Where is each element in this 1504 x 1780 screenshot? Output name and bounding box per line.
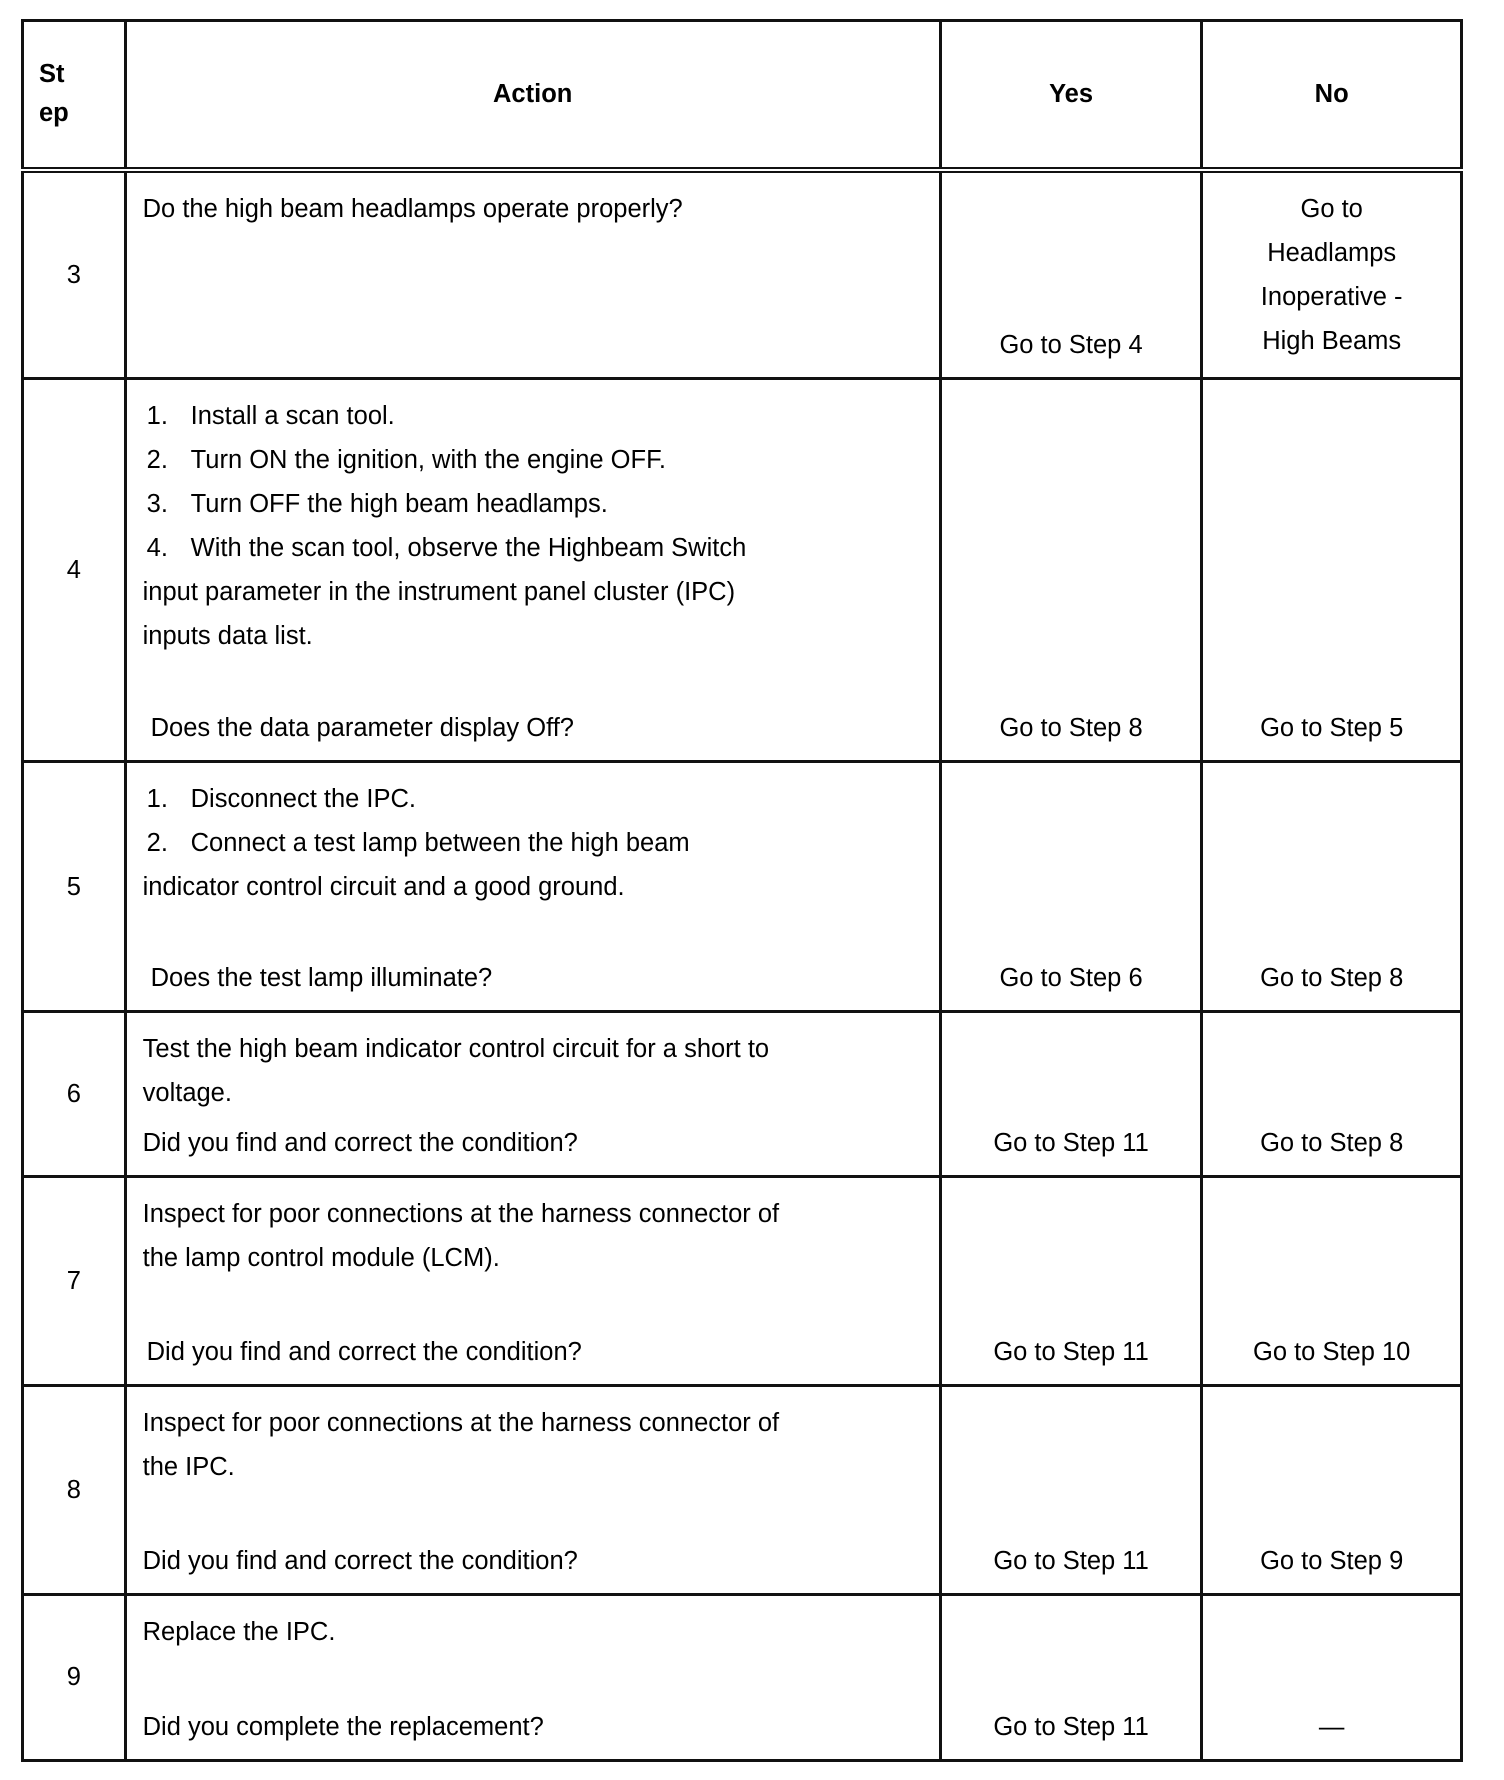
header-yes: Yes — [940, 21, 1202, 170]
no-line: Go to — [1300, 194, 1363, 223]
table-row — [23, 762, 1462, 1012]
action-line: Inspect for poor connections at the harness connector of — [142, 1409, 780, 1438]
yes-cell: Go to Step 11 — [940, 1012, 1202, 1176]
action-line: input parameter in the instrument panel cluster (IPC) — [142, 577, 736, 606]
action-line: inputs data list. — [142, 621, 313, 650]
step-number: 4 — [23, 378, 126, 762]
table-row — [23, 378, 1462, 762]
action-line: Test the high beam indicator control circuit for a short to — [142, 1035, 770, 1064]
action-line: indicator control circuit and a good ground. — [142, 873, 625, 902]
step-number: 6 — [23, 1012, 126, 1176]
question-text: Did you find and correct the condition? — [142, 1546, 578, 1575]
yes-cell: Go to Step 8 — [940, 378, 1202, 762]
list-item: 2. Turn ON the ignition, with the engine OFF. — [146, 445, 666, 474]
no-cell: Go to Step 8 — [1202, 762, 1462, 1012]
action-cell — [125, 1386, 940, 1595]
step-number: 5 — [23, 762, 126, 1012]
step-number: 8 — [23, 1386, 126, 1595]
list-item: 3. Turn OFF the high beam headlamps. — [146, 489, 608, 518]
action-cell — [125, 170, 940, 379]
no-line: Headlamps — [1267, 238, 1397, 267]
action-line: voltage. — [142, 1079, 232, 1108]
step-number: 7 — [23, 1176, 126, 1386]
no-cell: Go to Step 9 — [1202, 1386, 1462, 1595]
table-row — [23, 1594, 1462, 1760]
no-cell — [1202, 1594, 1462, 1760]
question-text: Does the data parameter display Off? — [150, 714, 574, 743]
table-header-row — [23, 21, 1462, 170]
action-line: Inspect for poor connections at the harness connector of — [142, 1199, 780, 1228]
list-item: 2. Connect a test lamp between the high beam — [146, 829, 690, 858]
action-line: Do the high beam headlamps operate properly? — [142, 194, 683, 223]
action-cell — [125, 1594, 940, 1760]
no-dash: — — [1318, 1713, 1345, 1741]
question-text: Did you find and correct the condition? — [142, 1128, 578, 1157]
header-no: No — [1202, 21, 1462, 170]
no-line: High Beams — [1262, 326, 1402, 355]
yes-cell: Go to Step 6 — [940, 762, 1202, 1012]
yes-cell: Go to Step 4 — [940, 170, 1202, 379]
list-item: 1. Disconnect the IPC. — [146, 785, 416, 814]
header-step-line: St — [39, 60, 65, 89]
step-number: 3 — [23, 170, 126, 379]
action-cell — [125, 1012, 940, 1176]
list-item: 4. With the scan tool, observe the Highbeam Switch — [146, 533, 747, 562]
table-row — [23, 1386, 1462, 1595]
yes-cell: Go to Step 11 — [940, 1386, 1202, 1595]
question-text: Did you find and correct the condition? — [146, 1338, 582, 1367]
action-line: the IPC. — [142, 1453, 235, 1482]
no-cell — [1202, 170, 1462, 379]
step-number: 9 — [23, 1594, 126, 1760]
action-cell — [125, 1176, 940, 1386]
action-line: the lamp control module (LCM). — [142, 1243, 500, 1272]
header-step — [23, 21, 126, 170]
no-cell: Go to Step 5 — [1202, 378, 1462, 762]
table-row — [23, 170, 1462, 379]
yes-cell: Go to Step 11 — [940, 1594, 1202, 1760]
yes-cell: Go to Step 11 — [940, 1176, 1202, 1386]
table-row — [23, 1176, 1462, 1386]
action-cell — [125, 762, 940, 1012]
diagnostic-table — [21, 19, 1463, 1762]
list-item: 1. Install a scan tool. — [146, 401, 395, 430]
action-cell — [125, 378, 940, 762]
header-step-line: ep — [39, 99, 69, 128]
table-row — [23, 1012, 1462, 1176]
no-line: Inoperative - — [1260, 282, 1403, 311]
no-cell: Go to Step 8 — [1202, 1012, 1462, 1176]
question-text: Does the test lamp illuminate? — [150, 964, 493, 993]
no-cell: Go to Step 10 — [1202, 1176, 1462, 1386]
question-text: Did you complete the replacement? — [142, 1713, 544, 1741]
action-line: Replace the IPC. — [142, 1617, 336, 1646]
header-action: Action — [125, 21, 940, 170]
